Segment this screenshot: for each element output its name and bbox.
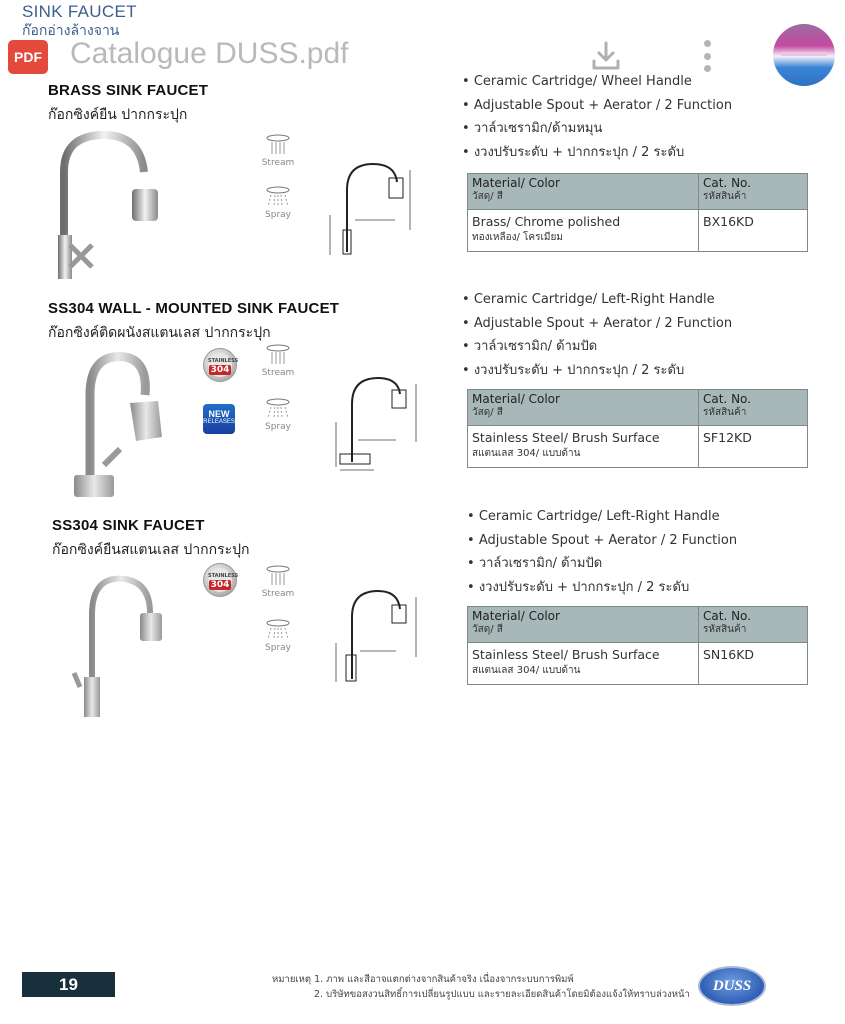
feature-list [462, 70, 732, 164]
spray-mode [261, 186, 295, 220]
feature-item: • Adjustable Spout + Aerator / 2 Function [462, 94, 732, 118]
spec-table [467, 606, 808, 685]
more-vertical-icon[interactable] [697, 38, 717, 74]
spec-header-material: Material/ Color วัสดุ/ สี [468, 607, 699, 643]
spray-label: Spray [265, 422, 291, 432]
product-block [0, 509, 845, 727]
dimension-drawing [325, 160, 420, 260]
file-title: Catalogue DUSS.pdf [70, 37, 349, 70]
spray-icon [265, 186, 291, 208]
spec-header-material: Material/ Color วัสดุ/ สี [468, 174, 699, 210]
spec-cat-no: SN16KD [699, 643, 808, 685]
dimension-drawing [330, 372, 425, 472]
feature-item: • Ceramic Cartridge/ Wheel Handle [462, 70, 732, 94]
product-title: BRASS SINK FAUCET [48, 82, 209, 99]
product-subtitle: ก๊อกซิงค์ยืน ปากกระปุก [48, 107, 188, 123]
feature-item: • งวงปรับระดับ + ปากกระปุก / 2 ระดับ [467, 576, 737, 600]
avatar[interactable] [773, 24, 835, 86]
feature-item: • Ceramic Cartridge/ Left-Right Handle [467, 505, 737, 529]
feature-item: • Adjustable Spout + Aerator / 2 Function [467, 529, 737, 553]
footer-note-line: 2. บริษัทขอสงวนสิทธิ์การเปลี่ยนรูปแบบ และรายละเอียดสินค้าโดยมิต้องแจ้งให้ทราบล่วงหน้า [314, 989, 690, 1000]
spec-header-material: Material/ Color วัสดุ/ สี [468, 390, 699, 426]
stream-mode [261, 134, 295, 168]
feature-item: • วาล์วเซรามิก/ ด้ามปัด [462, 335, 732, 359]
new-releases-badge: NEW RELEASES [203, 404, 235, 434]
stainless-304-badge: STAINLESS 304 [203, 563, 237, 597]
spec-material: Stainless Steel/ Brush Surface สแตนเลส 304/ แบบด้าน [468, 426, 699, 468]
spray-icon [265, 619, 291, 641]
spray-label: Spray [265, 643, 291, 653]
spec-table [467, 389, 808, 468]
spray-mode [261, 619, 295, 653]
download-icon[interactable] [588, 38, 624, 74]
faucet-photo [44, 127, 164, 282]
spray-label: Spray [265, 210, 291, 220]
feature-item: • งวงปรับระดับ + ปากกระปุก / 2 ระดับ [462, 359, 732, 383]
feature-item: • Ceramic Cartridge/ Left-Right Handle [462, 288, 732, 312]
faucet-photo [60, 565, 180, 720]
feature-list [467, 505, 737, 599]
spec-table [467, 173, 808, 252]
feature-item: • วาล์วเซรามิก/ด้ามหมุน [462, 117, 732, 141]
spray-icon [265, 398, 291, 420]
stream-label: Stream [261, 158, 295, 168]
product-subtitle: ก๊อกซิงค์ยืนสแตนเลส ปากกระปุก [52, 542, 250, 558]
footer-note-line: หมายเหตุ 1. ภาพ และสีอาจแตกต่างจากสินค้าจริง เนื่องจากระบบการพิมพ์ [272, 974, 574, 985]
spec-cat-no: SF12KD [699, 426, 808, 468]
product-title: SS304 SINK FAUCET [52, 517, 205, 534]
dimension-drawing [330, 587, 425, 687]
product-subtitle: ก๊อกซิงค์ติดผนังสแตนเลส ปากกระปุก [48, 325, 271, 341]
spray-mode [261, 398, 295, 432]
spec-material: Stainless Steel/ Brush Surface สแตนเลส 304/ แบบด้าน [468, 643, 699, 685]
product-block [0, 292, 845, 510]
category-title: SINK FAUCET [22, 2, 137, 21]
product-block [0, 74, 845, 282]
spec-header-cat: Cat. No. รหัสสินค้า [699, 607, 808, 643]
stream-icon [265, 344, 291, 366]
feature-list [462, 288, 732, 382]
product-title: SS304 WALL - MOUNTED SINK FAUCET [48, 300, 340, 317]
stainless-304-badge: STAINLESS 304 [203, 348, 237, 382]
feature-item: • งวงปรับระดับ + ปากกระปุก / 2 ระดับ [462, 141, 732, 165]
stream-label: Stream [261, 368, 295, 378]
page-number: 19 [22, 972, 115, 997]
stream-icon [265, 134, 291, 156]
footer-note [272, 972, 690, 1002]
category-title-thai: ก๊อกอ่างล้างจาน [22, 23, 120, 39]
stream-mode [261, 565, 295, 599]
faucet-photo [40, 345, 180, 505]
duss-logo: DUSS [698, 966, 766, 1006]
stream-mode [261, 344, 295, 378]
stream-label: Stream [261, 589, 295, 599]
stream-icon [265, 565, 291, 587]
spec-material: Brass/ Chrome polished ทองเหลือง/ โครเมียม [468, 210, 699, 252]
spec-cat-no: BX16KD [699, 210, 808, 252]
feature-item: • วาล์วเซรามิก/ ด้ามปัด [467, 552, 737, 576]
feature-item: • Adjustable Spout + Aerator / 2 Function [462, 312, 732, 336]
spec-header-cat: Cat. No. รหัสสินค้า [699, 390, 808, 426]
pdf-file-icon: PDF [8, 40, 48, 74]
spec-header-cat: Cat. No. รหัสสินค้า [699, 174, 808, 210]
